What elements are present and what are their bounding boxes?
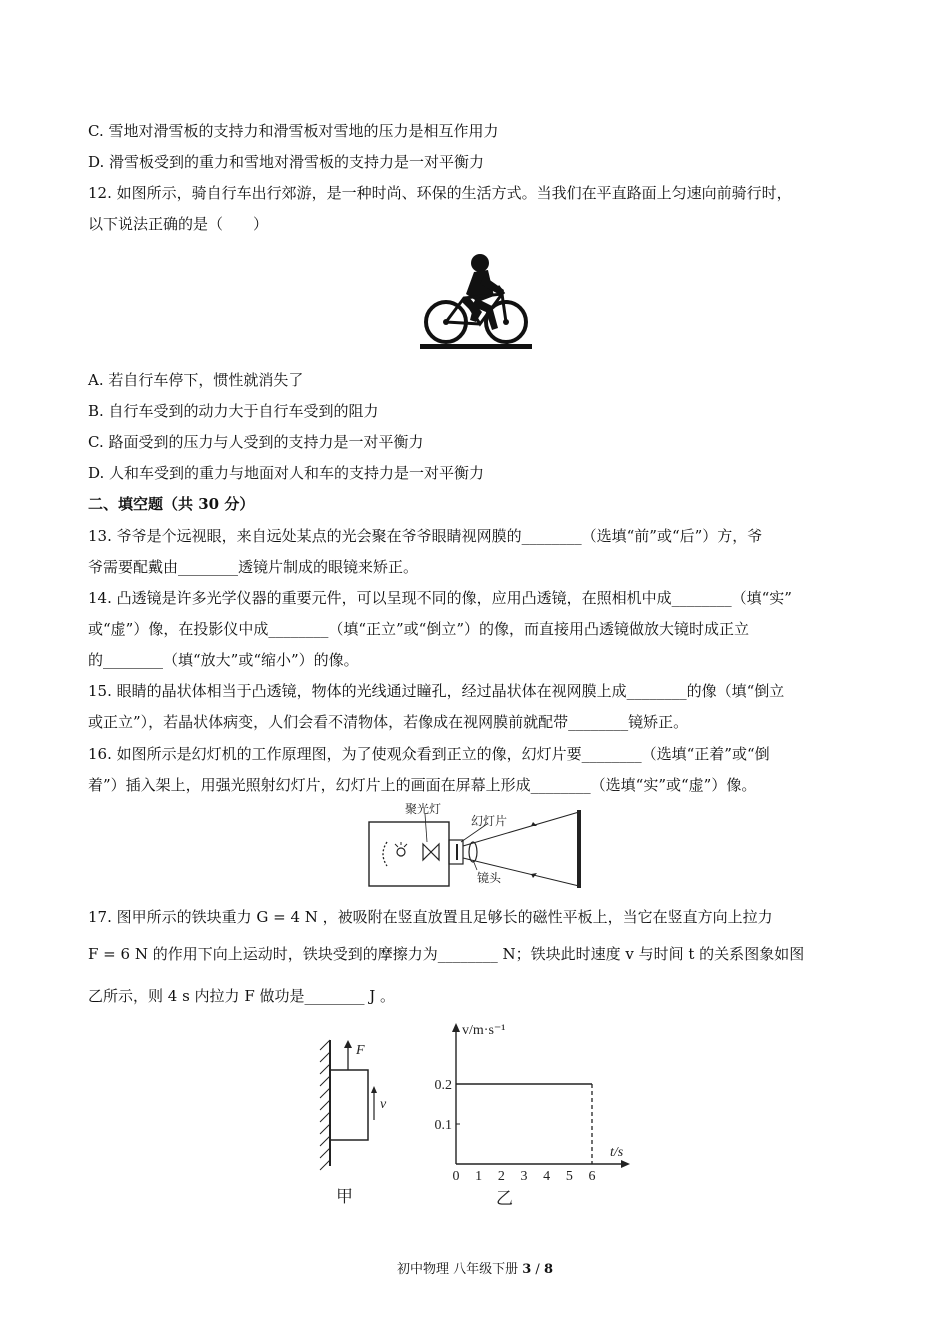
- footer-separator: /: [531, 1262, 544, 1277]
- q13-line2: 爷需要配戴由________透镜片制成的眼镜来矫正。: [88, 558, 419, 576]
- q12-stem-line2: 以下说法正确的是（ ）: [88, 215, 269, 233]
- figure-b-caption: 乙: [496, 1189, 513, 1208]
- x-tick-label: 5: [565, 1169, 573, 1184]
- q11-option-c: C. 雪地对滑雪板的支持力和滑雪板对雪地的压力是相互作用力: [88, 122, 499, 140]
- q16-line2: 着”）插入架上，用强光照射幻灯片，幻灯片上的画面在屏幕上形成________（选填“实”或“虚”）像。: [88, 776, 757, 794]
- figure-a-caption: 甲: [336, 1187, 353, 1206]
- q15-line2: 或正立”），若晶状体病变，人们会看不清物体，若像成在视网膜前就配带________镜矫正。: [88, 713, 689, 731]
- projector-diagram: [365, 800, 590, 892]
- q12-option-d: D. 人和车受到的重力与地面对人和车的支持力是一对平衡力: [88, 464, 485, 482]
- q14-line3: 的________（填“放大”或“缩小”）的像。: [88, 651, 359, 669]
- q17-line1: 17. 图甲所示的铁块重力 G = 4 N ，被吸附在竖直放置且足够长的磁性平板上，当它在竖直方向上拉力: [88, 908, 773, 926]
- q17-line2: F = 6 N 的作用下向上运动时，铁块受到的摩擦力为________ N；铁块此时速度 v 与时间 t 的关系图象如图: [88, 945, 805, 963]
- y-tick-label: 0.2: [434, 1078, 452, 1093]
- q14-line1: 14. 凸透镜是许多光学仪器的重要元件，可以呈现不同的像，应用凸透镜，在照相机中成________（填“实”: [88, 589, 792, 607]
- x-tick-label: 4: [543, 1169, 551, 1184]
- x-tick-label: 0: [452, 1169, 460, 1184]
- label-condenser-light: 聚光灯: [405, 802, 442, 816]
- figure-b-vt-chart: [420, 1014, 640, 1210]
- page-footer: [0, 1258, 950, 1277]
- q14-line2: 或“虚”）像，在投影仪中成________（填“正立”或“倒立”）的像，而直接用凸透镜做放大镜时成正立: [88, 620, 750, 638]
- label-slide: 幻灯片: [471, 814, 508, 828]
- q15-line1: 15. 眼睛的晶状体相当于凸透镜，物体的光线通过瞳孔，经过晶状体在视网膜上成________的像（填“倒立: [88, 682, 785, 700]
- q11-option-d: D. 滑雪板受到的重力和雪地对滑雪板的支持力是一对平衡力: [88, 153, 485, 171]
- footer-total-pages: 8: [543, 1262, 553, 1277]
- q12-option-a: A. 若自行车停下，惯性就消失了: [88, 371, 304, 389]
- label-force-f: F: [356, 1043, 365, 1058]
- x-tick-label: 2: [497, 1169, 505, 1184]
- y-tick-label: 0.1: [434, 1118, 452, 1133]
- q16-line1: 16. 如图所示是幻灯机的工作原理图，为了使观众看到正立的像，幻灯片要________（选填“正着”或“倒: [88, 745, 770, 763]
- x-tick-label: 3: [520, 1169, 528, 1184]
- x-axis-label: t/s: [610, 1145, 624, 1160]
- x-tick-label: 6: [588, 1169, 596, 1184]
- section-heading: 二、填空题（共 30 分）: [88, 495, 255, 513]
- q12-option-c: C. 路面受到的压力与人受到的支持力是一对平衡力: [88, 433, 424, 451]
- label-lens: 镜头: [477, 871, 502, 885]
- label-velocity-v: v: [380, 1097, 387, 1112]
- q17-line3: 乙所示，则 4 s 内拉力 F 做功是________ J 。: [88, 987, 396, 1005]
- figure-a-iron-block: [316, 1036, 396, 1206]
- q12-option-b: B. 自行车受到的动力大于自行车受到的阻力: [88, 402, 379, 420]
- q13-line1: 13. 爷爷是个远视眼，来自远处某点的光会聚在爷爷眼睛视网膜的________（选填“前”或“后”）方，爷: [88, 527, 763, 545]
- bicycle-rider-figure: [418, 250, 534, 352]
- footer-text: 初中物理 八年级下册: [396, 1262, 523, 1277]
- q12-stem-line1: 12. 如图所示，骑自行车出行郊游，是一种时尚、环保的生活方式。当我们在平直路面上匀速向前骑行时，: [88, 184, 792, 202]
- x-tick-label: 1: [475, 1169, 483, 1184]
- footer-page-number: 3: [522, 1262, 532, 1277]
- y-axis-label: v/m·s⁻¹: [462, 1023, 506, 1038]
